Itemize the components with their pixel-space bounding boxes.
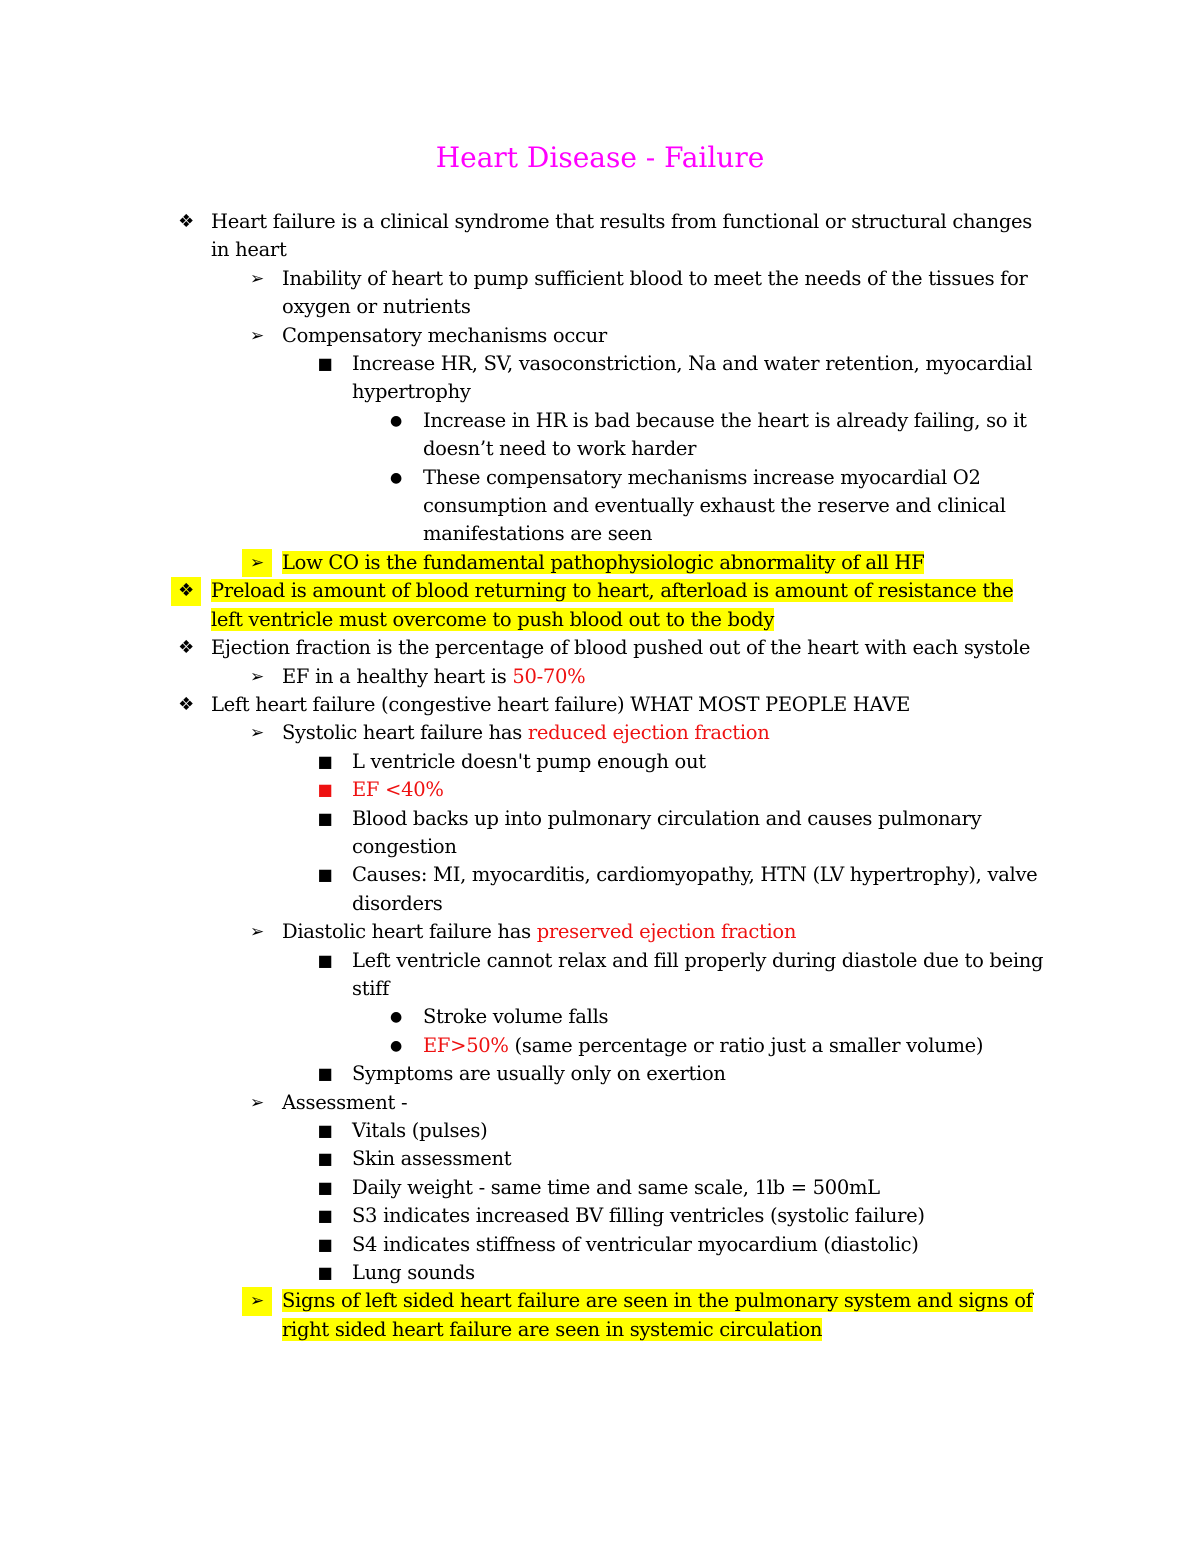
diamond-bullet-icon: ❖ [171, 577, 201, 605]
item-text: Stroke volume falls [423, 1005, 609, 1029]
list-item [317, 1231, 1045, 1259]
square-bullet-icon: ■ [317, 865, 333, 885]
item-text: Signs of left sided heart failure are seen in the pulmonary system and signs of right sided heart failure are seen in systemic circulation [282, 1289, 1033, 1341]
item-text: Left ventricle cannot relax and fill properly during diastole due to being stiff [352, 948, 1044, 1000]
item-text: S4 indicates stiffness of ventricular myocardium (diastolic) [352, 1232, 919, 1256]
item-text: Increase in HR is bad because the heart is already failing, so it doesn’t need to work harder [423, 408, 1027, 461]
diamond-bullet-icon: ❖ [178, 211, 194, 232]
item-text-red: EF <40% [352, 778, 444, 802]
diamond-bullet-icon: ❖ [178, 637, 194, 659]
dot-bullet-icon: ● [390, 469, 402, 486]
list-item [317, 748, 1045, 776]
arrow-bullet-icon: ➢ [242, 549, 272, 577]
dot-bullet-icon: ● [390, 1009, 402, 1026]
arrow-bullet-icon: ➢ [250, 666, 264, 687]
square-bullet-icon: ■ [317, 1121, 333, 1140]
item-text: Assessment - [282, 1090, 408, 1114]
item-text: EF in a healthy heart is [282, 664, 513, 688]
list-item [317, 947, 1045, 1004]
list-item [317, 1117, 1045, 1145]
list-item [390, 1032, 1045, 1060]
list-item [250, 663, 1045, 691]
item-text: Ejection fraction is the percentage of blood pushed out of the heart with each systole [211, 636, 1031, 660]
item-text: Systolic heart failure has [282, 721, 528, 745]
arrow-bullet-icon: ➢ [250, 922, 264, 943]
list-item [317, 861, 1045, 918]
square-bullet-icon: ■ [317, 1206, 333, 1226]
list-item [178, 691, 1045, 719]
list-item [317, 1145, 1045, 1173]
list-item [250, 719, 1045, 747]
item-text: Low CO is the fundamental pathophysiologic abnormality of all HF [282, 550, 925, 574]
arrow-bullet-icon: ➢ [250, 723, 264, 744]
item-text: Vitals (pulses) [352, 1119, 488, 1142]
item-text: Causes: MI, myocarditis, cardiomyopathy, HTN (LV hypertrophy), valve disorders [352, 863, 1038, 915]
item-text: Daily weight - same time and same scale, 1lb = 500mL [352, 1175, 880, 1199]
arrow-bullet-icon: ➢ [250, 268, 264, 289]
item-text: Preload is amount of blood returning to heart, afterload is amount of resistance the left ventricle must overcome to push blood out to the body [211, 579, 1014, 631]
item-text: L ventricle doesn't pump enough out [352, 749, 706, 773]
item-text-red: 50-70% [512, 664, 586, 688]
square-bullet-icon: ■ [317, 1263, 333, 1283]
page-title: Heart Disease - Failure [435, 141, 765, 174]
list-item-highlighted [250, 549, 1045, 577]
list-item [317, 350, 1045, 407]
list-item [317, 1202, 1045, 1230]
item-text: (same percentage or ratio just a smaller volume) [508, 1033, 984, 1057]
diamond-bullet-icon: ❖ [178, 693, 194, 715]
list-item [390, 407, 1045, 464]
list-item [250, 1089, 1045, 1117]
item-text: Heart failure is a clinical syndrome that results from functional or structural changes in heart [211, 210, 1032, 262]
list-item [317, 1259, 1045, 1287]
list-item [317, 805, 1045, 862]
item-text: Diastolic heart failure has [282, 920, 537, 944]
square-bullet-icon: ■ [317, 1149, 333, 1169]
item-text: These compensatory mechanisms increase myocardial O2 consumption and eventually exhaust the reserve and clinical manifestations are seen [423, 465, 1006, 546]
item-text: Blood backs up into pulmonary circulation and causes pulmonary congestion [352, 806, 982, 858]
square-bullet-icon: ■ [317, 950, 333, 970]
square-bullet-icon: ■ [317, 1177, 333, 1197]
item-text: Increase HR, SV, vasoconstriction, Na and water retention, myocardial hypertrophy [352, 352, 1033, 404]
square-bullet-icon: ■ [317, 1234, 333, 1254]
list-item [178, 634, 1045, 662]
arrow-bullet-icon: ➢ [250, 1092, 264, 1113]
list-item [317, 1174, 1045, 1202]
item-text: Lung sounds [352, 1261, 475, 1285]
item-text-red: reduced ejection fraction [527, 721, 770, 745]
item-text: Symptoms are usually only on exertion [352, 1062, 726, 1086]
square-bullet-icon: ■ [317, 1064, 333, 1084]
square-bullet-icon: ■ [317, 354, 333, 374]
square-bullet-icon: ■ [317, 808, 333, 828]
list-item [317, 776, 1045, 804]
list-item [250, 322, 1045, 350]
list-item-highlighted [250, 1287, 1045, 1344]
item-text-red: EF>50% [423, 1033, 509, 1057]
item-text: S3 indicates increased BV filling ventricles (systolic failure) [352, 1204, 925, 1228]
item-text: Inability of heart to pump sufficient blood to meet the needs of the tissues for oxygen or nutrients [282, 266, 1028, 319]
document-body [0, 208, 1200, 1344]
square-bullet-icon: ■ [317, 780, 333, 800]
item-text: Left heart failure (congestive heart failure) WHAT MOST PEOPLE HAVE [211, 692, 911, 716]
arrow-bullet-icon: ➢ [250, 325, 264, 346]
list-item-highlighted [178, 577, 1045, 634]
item-text: Compensatory mechanisms occur [282, 323, 607, 347]
list-item [250, 265, 1045, 322]
item-text: Skin assessment [352, 1147, 512, 1171]
arrow-bullet-icon: ➢ [242, 1287, 272, 1315]
square-bullet-icon: ■ [317, 751, 333, 771]
list-item [250, 918, 1045, 946]
dot-bullet-icon: ● [390, 1037, 402, 1054]
list-item [178, 208, 1045, 265]
item-text-red: preserved ejection fraction [536, 920, 797, 944]
list-item [390, 464, 1045, 549]
dot-bullet-icon: ● [390, 412, 402, 429]
list-item [390, 1003, 1045, 1031]
list-item [317, 1060, 1045, 1088]
